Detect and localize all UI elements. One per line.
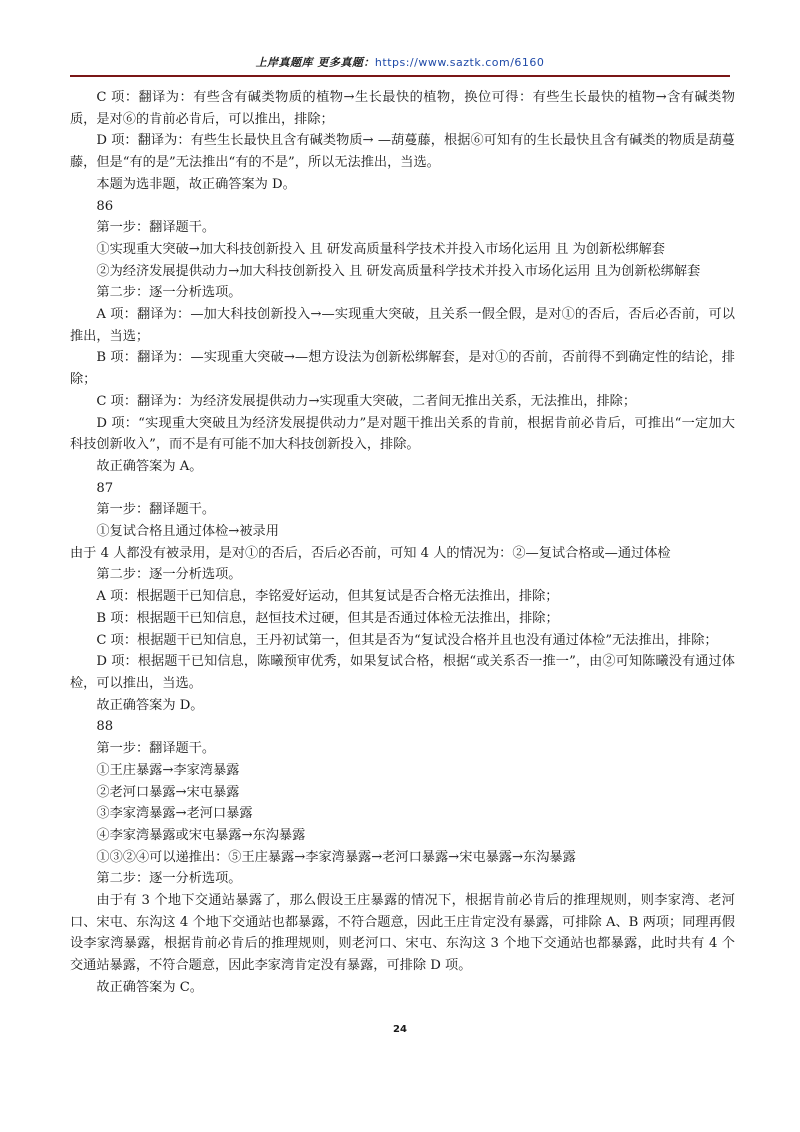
paragraph: 由于 4 人都没有被录用，是对①的否后，否后必否前，可知 4 人的情况为：②—复试合格或—通过体检 [70, 545, 671, 561]
paragraph: 本题为选非题，故正确答案为 D。 [96, 176, 296, 192]
paragraph: 故正确答案为 A。 [96, 458, 203, 474]
paragraph: C 项：翻译为：为经济发展提供动力→实现重大突破，二者间无推出关系，无法推出，排除； [96, 393, 637, 409]
paragraph: ①实现重大突破→加大科技创新投入 且 研发高质量科学技术并投入市场化运用 且 为创新松绑解套 [96, 241, 665, 257]
paragraph: 由于有 3 个地下交通站暴露了，那么假设王庄暴露的情况下，根据肯前必肯后的推理规则，则李家湾、老河口、宋屯、东沟这 4 个地下交通站也都暴露，不符合题意，因此王庄肯定没有暴露，可排除 A、B 两项；同理再假设李家湾暴露，根据肯前必肯后的推理规则，则老河口、宋屯、东沟这 3 个地下交通站也都暴露，此时共有 4 个交通站暴露，不符合题意，因此李家湾肯定没有暴露，可排除 D 项。 [70, 893, 735, 974]
paragraph: D 项：根据题干已知信息，陈曦预审优秀，如果复试合格，根据“或关系否一推一”，由②可知陈曦没有通过体检，可以推出，当选。 [70, 654, 735, 691]
header-link[interactable]: https://www.saztk.com/6160 [374, 56, 545, 69]
paragraph: B 项：翻译为：—实现重大突破→—想方设法为创新松绑解套，是对①的否前，否前得不到确定性的结论，排除； [70, 350, 735, 388]
paragraph: 第一步：翻译题干。 [96, 220, 216, 236]
paragraph: A 项：根据题干已知信息，李铭爱好运动，但其复试是否合格无法推出，排除； [96, 589, 559, 605]
paragraph: C 项：根据题干已知信息，王丹初试第一，但其是否为“复试没合格并且也没有通过体检”无法推出，排除； [96, 632, 718, 648]
paragraph: 第一步：翻译题干。 [96, 741, 216, 757]
paragraph: C 项：翻译为：有些含有碱类物质的植物→生长最快的植物，换位可得：有些生长最快的植物→含有碱类物质，是对⑥的肯前必肯后，可以推出，排除； [70, 90, 735, 127]
page-number: 24 [393, 1024, 407, 1035]
paragraph: D 项：翻译为：有些生长最快且含有碱类物质→ —葫蔓藤，根据⑥可知有的生长最快且含有碱类的物质是葫蔓藤，但是“有的是”无法推出“有的不是”，所以无法推出，当选。 [70, 133, 735, 171]
paragraph: 第二步：逐一分析选项。 [96, 285, 242, 301]
paragraph: 第二步：逐一分析选项。 [96, 567, 242, 583]
page-header [0, 54, 800, 70]
paragraph: ①复试合格且通过体检→被录用 [96, 524, 279, 540]
paragraph: ④李家湾暴露或宋屯暴露→东沟暴露 [96, 827, 306, 843]
paragraph: 故正确答案为 D。 [96, 697, 204, 713]
document-body [70, 87, 735, 999]
paragraph: ①王庄暴露→李家湾暴露 [96, 762, 240, 778]
paragraph: 87 [96, 480, 114, 496]
paragraph: D 项：“实现重大突破且为经济发展提供动力”是对题干推出关系的肯前，根据肯前必肯后，可推出“一定加大科技创新收入”，而不是有可能不加大科技创新投入，排除。 [70, 415, 735, 453]
header-label: 上岸真题库 更多真题： [255, 56, 375, 69]
paragraph: 第一步：翻译题干。 [96, 502, 216, 518]
paragraph: 故正确答案为 C。 [96, 979, 203, 995]
header-divider [70, 75, 730, 77]
paragraph: 88 [96, 719, 114, 735]
paragraph: ③李家湾暴露→老河口暴露 [96, 806, 253, 822]
paragraph: ②为经济发展提供动力→加大科技创新投入 且 研发高质量科学技术并投入市场化运用 且为创新松绑解套 [96, 263, 701, 279]
paragraph: ①③②④可以递推出：⑤王庄暴露→李家湾暴露→老河口暴露→宋屯暴露→东沟暴露 [96, 849, 576, 865]
paragraph: ②老河口暴露→宋屯暴露 [96, 784, 240, 800]
paragraph: 86 [96, 198, 114, 214]
paragraph: A 项：翻译为：—加大科技创新投入→—实现重大突破，且关系一假全假，是对①的否后，否后必否前，可以推出，当选； [70, 307, 735, 344]
paragraph: 第二步：逐一分析选项。 [96, 871, 242, 887]
paragraph: B 项：根据题干已知信息，赵恒技术过硬，但其是否通过体检无法推出，排除； [96, 610, 559, 626]
